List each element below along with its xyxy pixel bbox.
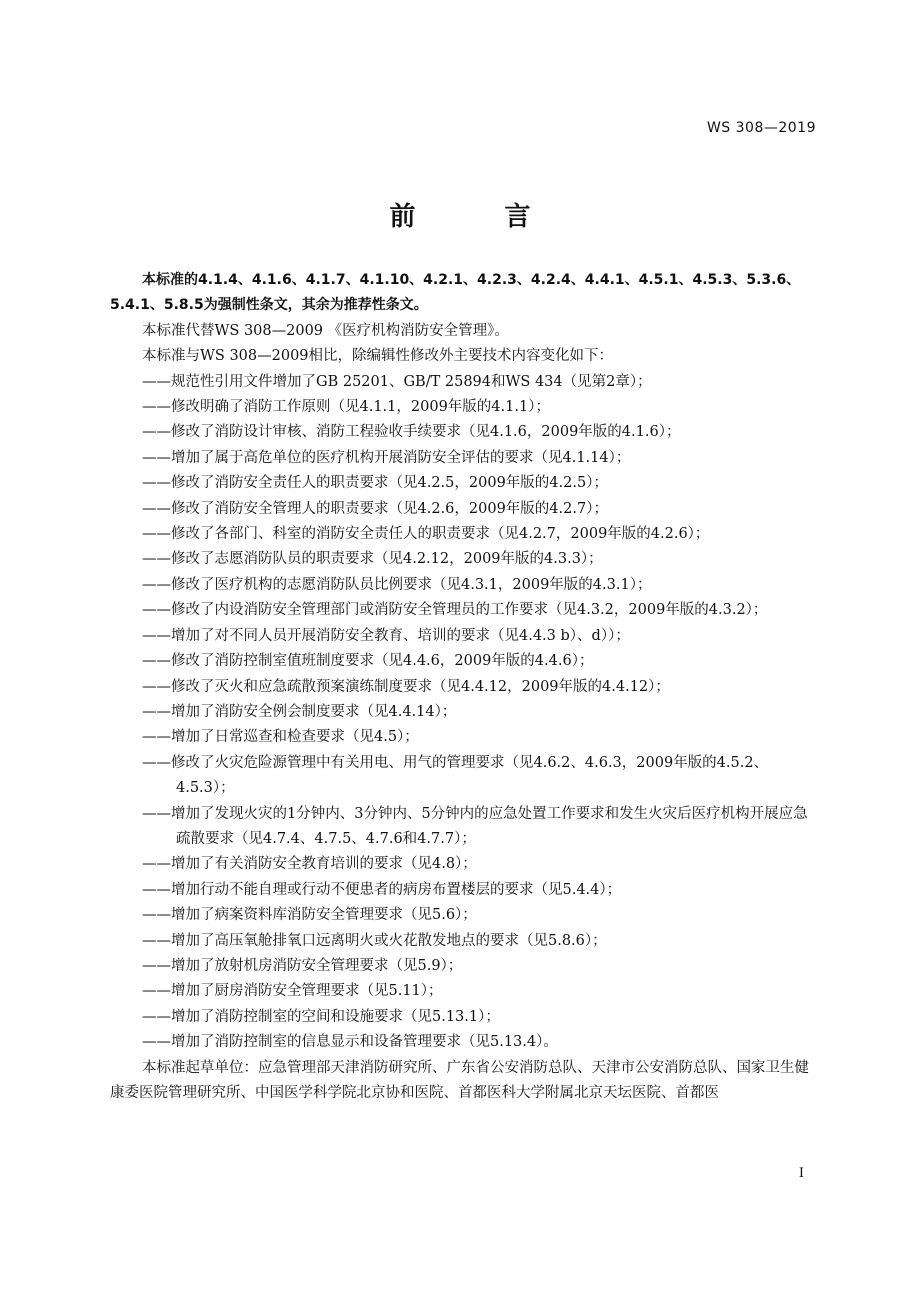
change-item: ——修改了灭火和应急疏散预案演练制度要求（见4.4.12，2009年版的4.4.12）； xyxy=(142,678,670,695)
comparison-paragraph: 本标准与WS 308—2009相比，除编辑性修改外主要技术内容变化如下： xyxy=(142,348,614,365)
page-number: I xyxy=(798,1166,804,1181)
change-item: ——增加了厨房消防安全管理要求（见5.11）； xyxy=(142,983,443,1000)
change-item: ——修改了各部门、科室的消防安全责任人的职责要求（见4.2.7，2009年版的4.2.6）； xyxy=(142,526,710,543)
change-item: ——增加了消防安全例会制度要求（见4.4.14）； xyxy=(142,703,457,720)
change-item: ——增加行动不能自理或行动不便患者的病房布置楼层的要求（见5.4.4）； xyxy=(142,881,622,898)
change-item: ——增加了消防控制室的信息显示和设备管理要求（见5.13.4）。 xyxy=(142,1034,558,1051)
change-item: ——修改了消防安全责任人的职责要求（见4.2.5，2009年版的4.2.5）； xyxy=(142,475,608,492)
drafting-units-paragraph: 本标准起草单位：应急管理部天津消防研究所、广东省公安消防总队、天津市公安消防总队、国家卫生健康委医院管理研究所、中国医学科学院北京协和医院、首都医科大学附属北京天坛医院、首都医 xyxy=(110,1059,809,1101)
mandatory-clauses-paragraph: 本标准的4.1.4、4.1.6、4.1.7、4.1.10、4.2.1、4.2.3、4.2.4、4.4.1、4.5.1、4.5.3、5.3.6、5.4.1、5.8.5为强制性条文，其余为推荐性条文。 xyxy=(110,272,801,314)
change-item: ——增加了日常巡查和检查要求（见4.5）； xyxy=(142,729,419,746)
change-item: ——增加了高压氧舱排氧口远离明火或火花散发地点的要求（见5.8.6）； xyxy=(142,932,607,949)
page-title: 前 言 xyxy=(389,202,571,232)
change-item: ——修改了消防设计审核、消防工程验收手续要求（见4.1.6，2009年版的4.1.6）； xyxy=(142,424,681,441)
change-item: ——增加了发现火灾的1分钟内、3分钟内、5分钟内的应急处置工作要求和发生火灾后医疗机构开展应急疏散要求（见4.7.4、4.7.5、4.7.6和4.7.7）； xyxy=(142,805,808,847)
change-item: ——修改了内设消防安全管理部门或消防安全管理员的工作要求（见4.3.2，2009年版的4.3.2）； xyxy=(142,602,768,619)
change-item: ——增加了对不同人员开展消防安全教育、培训的要求（见4.4.3 b）、d））； xyxy=(142,627,630,644)
change-item: ——修改了火灾危险源管理中有关用电、用气的管理要求（见4.6.2、4.6.3，2009年版的4.5.2、4.5.3）； xyxy=(142,754,769,797)
change-item: ——增加了放射机房消防安全管理要求（见5.9）； xyxy=(142,957,463,974)
change-item: ——修改明确了消防工作原则（见4.1.1，2009年版的4.1.1）； xyxy=(142,399,550,416)
standard-code: WS 308—2019 xyxy=(706,120,816,136)
replaces-paragraph: 本标准代替WS 308—2009 《医疗机构消防安全管理》。 xyxy=(142,322,509,339)
preface-body xyxy=(110,268,818,1106)
change-item: ——修改了消防控制室值班制度要求（见4.4.6，2009年版的4.4.6）； xyxy=(142,653,594,670)
change-list xyxy=(110,370,818,1056)
change-item: ——增加了病案资料库消防安全管理要求（见5.6）； xyxy=(142,907,477,924)
change-item: ——增加了有关消防安全教育培训的要求（见4.8）； xyxy=(142,856,477,873)
change-item: ——增加了消防控制室的空间和设施要求（见5.13.1）； xyxy=(142,1008,500,1025)
change-item: ——增加了属于高危单位的医疗机构开展消防安全评估的要求（见4.1.14）； xyxy=(142,449,631,466)
change-item: ——修改了志愿消防队员的职责要求（见4.2.12，2009年版的4.3.3）； xyxy=(142,551,603,568)
change-item: ——修改了医疗机构的志愿消防队员比例要求（见4.3.1，2009年版的4.3.1）； xyxy=(142,576,652,593)
change-item: ——规范性引用文件增加了GB 25201、GB/T 25894和WS 434（见第2章）； xyxy=(142,373,652,390)
change-item: ——修改了消防安全管理人的职责要求（见4.2.6，2009年版的4.2.7）； xyxy=(142,500,608,517)
